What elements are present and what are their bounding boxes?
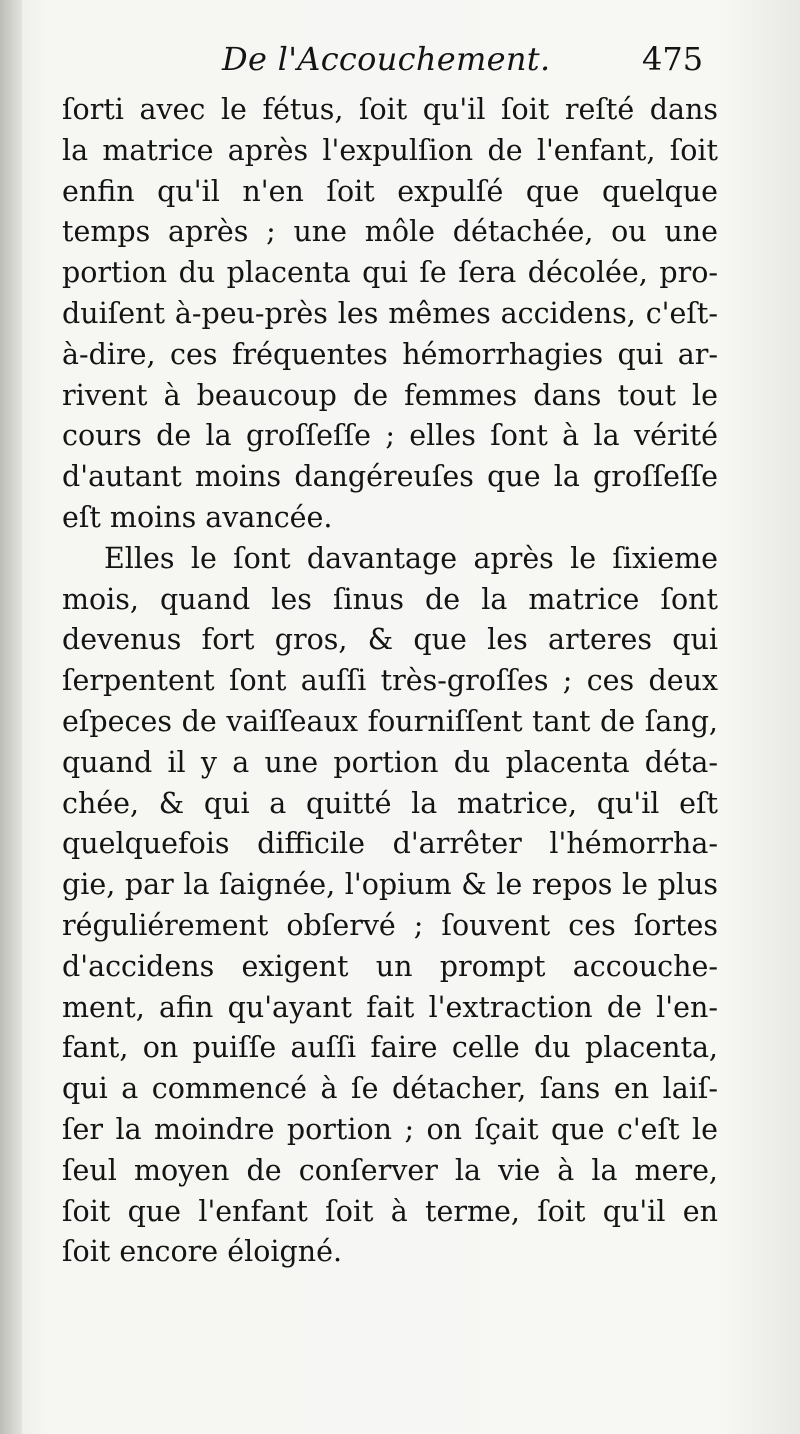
text-line: ſorti avec le fétus, ſoit qu'il ſoit reſté dans — [62, 93, 718, 126]
text-line: qui a commencé à ſe détacher, ſans en laiſ- — [62, 1072, 718, 1106]
text-line: portion du placenta qui ſe ſera décolée, pro- — [62, 256, 718, 290]
text-line: eſt moins avancée. — [62, 500, 333, 534]
text-line: d'autant moins dangéreuſes que la groſſeſſe — [62, 460, 718, 494]
paragraph-1 — [62, 90, 718, 539]
paragraph-2 — [62, 539, 718, 1273]
text-line: gie, par la ſaignée, l'opium & le repos le plus — [62, 868, 718, 902]
text-line: quelquefois difficile d'arrêter l'hémorrha- — [62, 827, 718, 861]
page-header — [60, 40, 720, 92]
running-head: De l'Accouchement. — [222, 40, 551, 78]
text-line: enfin qu'il n'en ſoit expulſé que quelque — [62, 174, 718, 208]
page-gutter-shadow — [0, 0, 22, 1434]
text-line: réguliérement obſervé ; ſouvent ces ſortes — [62, 908, 718, 942]
text-line: temps après ; une môle détachée, ou une — [62, 215, 718, 249]
text-line: ſer la moindre portion ; on ſçait que c'eſt le — [62, 1112, 718, 1146]
text-line: ment, afin qu'ayant fait l'extraction de l'en- — [62, 990, 718, 1024]
text-line: rivent à beaucoup de femmes dans tout le — [62, 378, 718, 412]
text-line: ſeul moyen de conſerver la vie à la mere, — [62, 1153, 718, 1187]
page-number: 475 — [642, 40, 704, 78]
text-line: mois, quand les ſinus de la matrice ſont — [62, 582, 718, 616]
text-line: quand il y a une portion du placenta déta- — [62, 745, 718, 779]
body-text — [62, 90, 718, 1273]
text-line: duiſent à-peu-près les mêmes accidens, c'eſt- — [62, 296, 718, 330]
text-line: fant, on puiſſe auſſi faire celle du placenta, — [62, 1031, 718, 1065]
text-line: la matrice après l'expulſion de l'enfant, ſoit — [62, 133, 718, 167]
text-line: cours de la groſſeſſe ; elles ſont à la vérité — [62, 419, 718, 453]
text-line: Elles le ſont davantage après le ſixieme — [104, 541, 718, 575]
text-line: ſoit que l'enfant ſoit à terme, ſoit qu'il en — [62, 1194, 718, 1228]
text-line: ſoit encore éloigné. — [62, 1235, 343, 1269]
text-line: chée, & qui a quitté la matrice, qu'il eſt — [62, 786, 718, 820]
text-line: d'accidens exigent un prompt accouche- — [62, 949, 718, 983]
text-line: eſpeces de vaiſſeaux fourniſſent tant de ſang, — [62, 704, 718, 738]
text-line: à-dire, ces fréquentes hémorrhagies qui ar- — [62, 337, 718, 371]
text-line: devenus fort gros, & que les arteres qui — [62, 623, 718, 657]
text-line: ſerpentent ſont auſſi très-groſſes ; ces deux — [62, 664, 718, 698]
